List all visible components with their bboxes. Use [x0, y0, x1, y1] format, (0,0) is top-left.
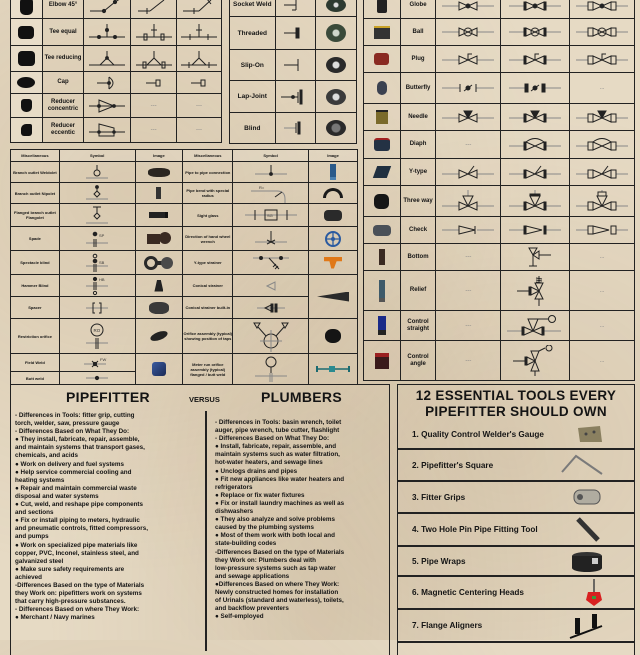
three-way-threaded-icon [574, 190, 630, 212]
row-label: Blind [230, 113, 276, 144]
text-line: ● Repair and maintain commercial waste [15, 484, 137, 492]
text-line: ● Fix or install laundry machines as well as [215, 499, 345, 507]
text-line: that carry high-pressure substances. [15, 598, 126, 606]
relief-valve-photo-icon [379, 280, 385, 302]
threaded-flange-symbol-icon [278, 25, 314, 41]
text-line: ● Self-employed [215, 613, 264, 621]
row-label: Branch outlet Weldolet [11, 162, 60, 183]
y-strainer-photo-icon [324, 257, 342, 269]
text-line: and sewage applications [215, 572, 290, 580]
text-line: hot-water heaters, and sewage lines [215, 459, 323, 467]
row-label: Needle [400, 104, 436, 131]
row-label: Meter run orifice assembly (typical) flanged / butt weld [183, 354, 233, 385]
text-line: ● Replace or fix water fixtures [215, 491, 305, 499]
table-row [230, 113, 357, 144]
text-line: ● Help service commercial cooling and [15, 468, 132, 476]
table-row [230, 17, 357, 50]
text-line: ● They install, fabricate, repair, assemble, [15, 436, 140, 444]
svg-text:R=: R= [258, 185, 264, 190]
svg-text:HB: HB [99, 276, 105, 282]
sight-glass-photo-icon [324, 210, 342, 221]
check-flanged-icon [507, 224, 563, 236]
globe-flanged-icon [507, 0, 563, 12]
svg-text:FW: FW [100, 356, 107, 362]
text-line: disposal and water systems [15, 492, 99, 500]
control-straight-photo-icon [378, 316, 386, 335]
elbow-flanged-icon [134, 0, 174, 16]
flange-photo-icon [326, 24, 346, 42]
table-row [11, 275, 358, 297]
text-line: chemicals, and acids [15, 452, 78, 460]
pipe-bend-symbol-icon [249, 183, 293, 203]
diaphragm-flanged-icon [507, 138, 563, 152]
relief-valve-symbol-icon [507, 275, 563, 307]
row-label: Butt weld [11, 372, 60, 385]
empty-cell: ... [570, 244, 635, 271]
table-row [11, 297, 358, 319]
empty-cell: --- [177, 118, 222, 143]
row-label: Orifice assembly (typical) showing position of taps [183, 319, 233, 354]
field-weld-symbol-icon [80, 356, 114, 370]
restriction-orifice-symbol-icon [82, 321, 112, 351]
globe-symbol-icon [440, 0, 496, 12]
tool-item [398, 547, 634, 577]
row-label: Branch outlet Nipolet [11, 183, 60, 204]
spade-photo-icon [147, 234, 171, 244]
svg-text:SG: SG [266, 213, 273, 218]
orifice-assembly-photo-icon [325, 329, 341, 343]
tool-item [398, 420, 634, 450]
tools-title-line1: 12 ESSENTIAL TOOLS EVERY [415, 388, 617, 403]
row-label: Slip-On [230, 50, 276, 81]
butterfly-valve-photo-icon [377, 81, 387, 95]
text-line: -Differences Based on the type of Materials [215, 548, 345, 556]
misc-table [10, 149, 358, 385]
tee-reducing-symbol-icon [87, 49, 127, 69]
text-line: ● Unclogs drains and pipes [215, 467, 298, 475]
plug-threaded-icon [574, 52, 630, 66]
text-line: copper, PVC, Inconel, stainless steel, and [15, 549, 139, 557]
row-label: Relief [400, 271, 436, 311]
row-label: Lap-Joint [230, 81, 276, 113]
row-label: Three way [400, 186, 436, 217]
plumbers-title: PLUMBERS [261, 389, 342, 405]
text-line: and pumps [15, 533, 49, 541]
spacer-symbol-icon [82, 301, 112, 315]
table-row [364, 46, 635, 73]
tee-threaded-icon [179, 22, 219, 42]
tee-symbol-icon [87, 22, 127, 42]
text-line: ●Differences Based on where They Work: [215, 580, 340, 588]
text-line: and pneumatic controls, fitted compressors, [15, 525, 148, 533]
hammer-blind-symbol-icon [82, 276, 112, 296]
pipefitter-title: PIPEFITTER [66, 389, 150, 405]
row-label: Spectacle blind [11, 251, 60, 275]
table-row [11, 183, 358, 204]
table-row [11, 227, 358, 251]
globe-valve-photo-icon [377, 0, 387, 13]
row-label: Sight glass [183, 204, 233, 227]
elbow-symbol-icon [87, 0, 127, 16]
text-line: dishwashers [215, 508, 254, 516]
square-icon [560, 454, 604, 476]
text-line: - Differences Based on where They Work: [15, 606, 140, 614]
needle-symbol-icon [440, 110, 496, 124]
hand-wheel-photo-icon [324, 230, 342, 248]
row-label: Y-type [400, 159, 436, 186]
elbow-threaded-icon [179, 0, 219, 16]
check-threaded-icon [574, 224, 630, 236]
three-way-flanged-icon [507, 190, 563, 212]
empty-cell: ... [570, 73, 635, 104]
spade-symbol-icon [82, 229, 112, 249]
table-row [364, 73, 635, 104]
empty-cell: ... [570, 271, 635, 311]
text-line: heating systems [15, 476, 65, 484]
text-line: galvanized steel [15, 557, 64, 565]
table-row [11, 72, 222, 94]
needle-valve-photo-icon [376, 110, 388, 124]
slip-on-symbol-icon [278, 57, 314, 73]
tool-item [398, 577, 634, 610]
restriction-orifice-photo-icon [149, 329, 169, 343]
row-label: Tee equal [42, 19, 84, 46]
svg-text:SP: SP [99, 232, 105, 238]
row-label: Control angle [400, 341, 436, 381]
table-row [11, 251, 358, 275]
row-label: Bottom [400, 244, 436, 271]
text-line: ● Most of them work with both local and [215, 532, 335, 540]
text-line: ● Make sure safety requirements are [15, 565, 125, 573]
column-header: Symbol [233, 150, 309, 162]
comparison-panel [10, 384, 390, 655]
text-line: auger, pipe wrench, tube cutter, flashlight [215, 427, 340, 435]
table-row [364, 271, 635, 311]
row-label: Ball [400, 19, 436, 46]
text-line: - Differences Based on What They Do: [215, 435, 330, 443]
welder-gauge-icon [574, 424, 604, 444]
row-label: Restriction orifice [11, 319, 60, 354]
row-label: Reducer eccentic [42, 118, 84, 143]
text-line: of Urinals (standard and waterless), toilets, [215, 597, 344, 605]
meter-run-photo-icon [315, 364, 351, 374]
weldolet-photo-icon [148, 168, 170, 177]
pin-tool-icon [574, 516, 604, 544]
orifice-assembly-symbol-icon [246, 319, 296, 353]
control-angle-photo-icon [375, 353, 389, 369]
row-label: Socket Weld [230, 0, 276, 17]
text-line: ● Install, fabricate, repair, assemble, and [215, 443, 337, 451]
row-label: Butterfly [400, 73, 436, 104]
divider [205, 411, 207, 651]
butt-weld-symbol-icon [82, 373, 112, 383]
text-line: they Work on: Plumbers deal with [215, 556, 316, 564]
reducer-concentric-photo-icon [21, 99, 32, 112]
elbow-photo-icon [20, 0, 33, 15]
tools-panel [397, 384, 635, 655]
row-label: Hammer Blind [11, 275, 60, 297]
table-row [11, 319, 358, 354]
empty-cell: ... [570, 311, 635, 341]
tool-label: 4. Two Hole Pin Pipe Fitting Tool [412, 525, 538, 534]
hammer-blind-photo-icon [154, 280, 163, 292]
row-label: Spade [11, 227, 60, 251]
row-label: Pipe to pipe connection [183, 162, 233, 183]
text-line: torch, welder, saw, pressure gauge [15, 420, 120, 428]
column-header: Miscellaneous [11, 150, 60, 162]
y-type-valve-photo-icon [373, 166, 391, 178]
fittings-table [10, 0, 222, 143]
table-row [11, 19, 222, 46]
reducer-concentric-symbol-icon [87, 97, 127, 115]
tool-item [398, 514, 634, 547]
meter-run-symbol-icon [251, 354, 291, 384]
flange-aligner-icon [568, 612, 604, 640]
row-label: Plug [400, 46, 436, 73]
check-symbol-icon [440, 224, 496, 236]
text-line: -Differences Based on the type of Materials [15, 581, 145, 589]
y-type-flanged-icon [507, 165, 563, 179]
table-row [364, 159, 635, 186]
butterfly-flanged-icon [507, 82, 563, 94]
y-type-symbol-icon [440, 165, 496, 179]
table-row [364, 0, 635, 19]
conical-strainer-photo-icon [317, 292, 349, 302]
row-label: Diaph [400, 131, 436, 159]
tool-label: 1. Quality Control Welder's Gauge [412, 429, 544, 439]
ball-symbol-icon [440, 26, 496, 38]
column-header: Image [135, 150, 183, 162]
reducer-eccentric-photo-icon [21, 124, 32, 136]
empty-cell: --- [436, 311, 501, 341]
socket-weld-symbol-icon [278, 0, 314, 13]
tool-label: 7. Flange Aligners [412, 621, 483, 630]
table-row [11, 46, 222, 72]
globe-threaded-icon [574, 0, 630, 12]
empty-cell: ... [570, 341, 635, 381]
pipe-wrap-icon [570, 550, 604, 572]
centering-head-icon [584, 578, 604, 608]
empty-cell: --- [131, 118, 177, 143]
table-row [364, 19, 635, 46]
row-label: Pipe bend with special radius [183, 183, 233, 204]
text-line: achieved [15, 573, 42, 581]
flange-photo-icon [326, 120, 346, 136]
tool-item [398, 610, 634, 643]
tool-label: 2. Pipefitter's Square [412, 460, 494, 470]
cap-symbol-icon [87, 74, 127, 92]
text-line: state-building codes [215, 540, 277, 548]
reducer-eccentric-symbol-icon [87, 121, 127, 139]
bottom-valve-photo-icon [379, 249, 385, 265]
empty-cell: --- [436, 341, 501, 381]
hand-wheel-direction-symbol-icon [251, 229, 291, 249]
table-row [11, 0, 222, 19]
three-way-symbol-icon [440, 190, 496, 212]
tools-list [398, 420, 634, 643]
text-line: - Differences in Tools: fitter grip, cutting [15, 412, 135, 419]
text-line: refrigerators [215, 483, 253, 491]
text-line: caused by the plumbing systems [215, 524, 315, 532]
row-label: Control straight [400, 311, 436, 341]
tee-reducing-threaded-icon [179, 49, 219, 69]
pipefitter-text [15, 412, 191, 622]
flangolet-symbol-icon [82, 205, 112, 225]
text-line: Newly constructed homes for installation [215, 588, 339, 596]
row-label: Direction of hand wheel wrench [183, 227, 233, 251]
empty-cell: --- [436, 131, 501, 159]
table-row [11, 204, 358, 227]
row-label: Check [400, 217, 436, 244]
text-line: and backflow preventers [215, 605, 289, 613]
sight-glass-symbol-icon [243, 208, 299, 222]
table-row [364, 311, 635, 341]
svg-text:SB: SB [99, 259, 105, 265]
text-line: - Differences in Tools: basin wrench, toilet [215, 419, 342, 426]
empty-cell: --- [177, 94, 222, 118]
cap-photo-icon [17, 77, 35, 88]
conical-strainer-symbol-icon [251, 279, 291, 293]
flanges-table [229, 0, 357, 144]
tool-label: 5. Pipe Wraps [412, 556, 466, 566]
text-line: ● They also analyze and solve problems [215, 516, 335, 524]
nipolet-photo-icon [156, 187, 161, 199]
versus-label: VERSUS [189, 395, 220, 404]
cap-flanged-icon [134, 74, 174, 92]
fitter-grips-icon [570, 485, 604, 509]
text-line: ● Fix or install piping to meters, hydraulic [15, 517, 140, 525]
tool-label: 6. Magnetic Centering Heads [412, 588, 524, 597]
needle-flanged-icon [507, 110, 563, 124]
control-angle-symbol-icon [505, 345, 565, 377]
tool-label: 3. Fitter Grips [412, 492, 466, 502]
pipe-connection-photo-icon [330, 164, 336, 180]
row-label: Spacer [11, 297, 60, 319]
column-header: Symbol [59, 150, 135, 162]
spectacle-blind-symbol-icon [82, 253, 112, 273]
cap-threaded-icon [179, 74, 219, 92]
flangolet-photo-icon [149, 212, 168, 218]
three-way-valve-photo-icon [374, 194, 389, 209]
weldolet-symbol-icon [82, 163, 112, 181]
table-row [364, 104, 635, 131]
tools-title-line2: PIPEFITTER SHOULD OWN [425, 404, 607, 419]
ball-threaded-icon [574, 26, 630, 38]
conical-strainer-built-in-symbol-icon [251, 301, 291, 315]
text-line: - Differences Based on What They Do: [15, 428, 130, 436]
spectacle-blind-photo-icon [144, 256, 174, 270]
table-row [364, 244, 635, 271]
table-row [11, 354, 358, 372]
tee-flanged-icon [134, 22, 174, 42]
lap-joint-symbol-icon [278, 88, 314, 106]
diaphragm-valve-photo-icon [374, 138, 390, 151]
text-line: and maintain systems that transport gases, [15, 444, 145, 452]
flange-photo-icon [326, 57, 346, 73]
svg-text:RO: RO [93, 328, 101, 333]
flange-photo-icon [326, 0, 346, 12]
column-header: Image [309, 150, 358, 162]
table-row [230, 50, 357, 81]
text-line: and sections [15, 509, 54, 517]
row-label: Reducer concentric [42, 94, 84, 118]
tee-reducing-photo-icon [18, 51, 35, 66]
table-row [11, 94, 222, 118]
tee-photo-icon [18, 26, 34, 39]
table-row [230, 0, 357, 17]
tool-item [398, 450, 634, 482]
diaphragm-threaded-icon [574, 138, 630, 152]
plug-valve-photo-icon [374, 53, 389, 65]
text-line: ● Work on delivery and fuel systems [15, 460, 125, 468]
table-row [230, 81, 357, 113]
row-label: Y-type strainer [183, 251, 233, 275]
blind-flange-symbol-icon [278, 120, 314, 136]
empty-cell: --- [436, 244, 501, 271]
tee-reducing-flanged-icon [134, 49, 174, 69]
empty-cell: --- [436, 271, 501, 311]
tool-item [398, 482, 634, 514]
nipolet-symbol-icon [82, 184, 112, 202]
table-row [364, 217, 635, 244]
needle-threaded-icon [574, 110, 630, 124]
text-line: ● Merchant / Navy marines [15, 614, 95, 622]
plumber-text [215, 419, 387, 621]
y-type-threaded-icon [574, 165, 630, 179]
row-label: Flanged branch outlet Flangolet [11, 204, 60, 227]
row-label: Globe [400, 0, 436, 19]
text-line: ● Cut, weld, and reshape pipe components [15, 501, 144, 509]
row-label: Threaded [230, 17, 276, 50]
plug-flanged-icon [507, 52, 563, 66]
table-row [11, 118, 222, 143]
ball-flanged-icon [507, 26, 563, 38]
text-line: they Work on: pipefitters work on systems [15, 590, 142, 598]
column-header: Miscellaneous [183, 150, 233, 162]
spacer-photo-icon [149, 302, 169, 314]
ball-valve-photo-icon [374, 26, 390, 39]
check-valve-photo-icon [373, 225, 391, 236]
table-header-row [11, 150, 358, 162]
text-line: ● Work on specialized pipe materials like [15, 541, 138, 549]
table-row [11, 162, 358, 183]
welder-photo-icon [152, 362, 166, 376]
valves-table [363, 0, 635, 381]
row-label: Conical strainer built-in [183, 297, 233, 319]
text-line: low-pressure systems such as tap water [215, 564, 336, 572]
row-label: Tee reducing [42, 46, 84, 72]
flange-photo-icon [326, 89, 346, 105]
row-label: Conical strainer [183, 275, 233, 297]
butterfly-symbol-icon [440, 82, 496, 94]
table-row [364, 341, 635, 381]
table-row [364, 131, 635, 159]
control-straight-symbol-icon [505, 315, 565, 337]
row-label: Cap [42, 72, 84, 94]
y-strainer-symbol-icon [249, 253, 293, 273]
empty-cell: --- [131, 94, 177, 118]
row-label: Field Weld [11, 354, 60, 372]
text-line: ● Fit new appliances like water heaters and [215, 475, 345, 483]
pipe-bend-photo-icon [323, 188, 343, 198]
bottom-valve-symbol-icon [507, 245, 563, 269]
pipe-to-pipe-symbol-icon [251, 164, 291, 180]
table-row [364, 186, 635, 217]
text-line: maintain systems such as water filtration, [215, 451, 340, 459]
plug-symbol-icon [440, 52, 496, 66]
row-label: Elbow 45° [42, 0, 84, 19]
